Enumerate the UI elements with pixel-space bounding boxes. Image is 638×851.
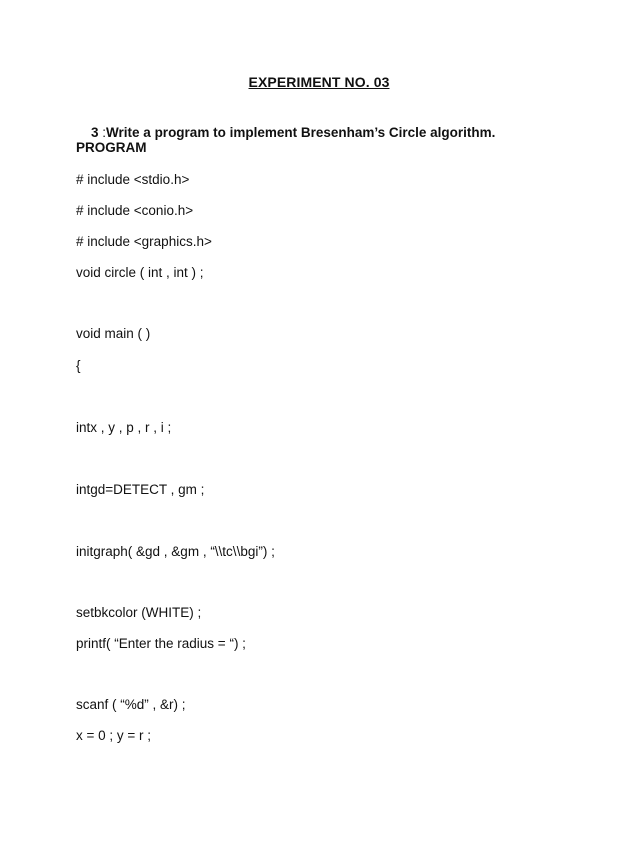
code-line: void circle ( int , int ) ; — [76, 265, 204, 280]
code-line: # include <graphics.h> — [76, 234, 212, 249]
experiment-title: EXPERIMENT NO. 03 — [248, 74, 390, 90]
question-colon: : — [98, 125, 107, 140]
code-line: intx , y , p , r , i ; — [76, 420, 172, 435]
code-line: initgraph( &gd , &gm , “\\tc\\bgi”) ; — [76, 544, 275, 559]
code-line: # include <conio.h> — [76, 203, 194, 218]
code-line: setbkcolor (WHITE) ; — [76, 605, 202, 620]
code-line: scanf ( “%d” , &r) ; — [76, 697, 186, 712]
code-line: void main ( ) — [76, 326, 151, 341]
code-line: { — [76, 358, 81, 373]
code-line: intgd=DETECT , gm ; — [76, 482, 205, 497]
question-text: Write a program to implement Bresenham’s Circle algorithm. — [106, 125, 496, 140]
code-line: printf( “Enter the radius = “) ; — [76, 636, 246, 651]
section-label: PROGRAM — [76, 140, 147, 155]
question-number: 3 — [91, 125, 99, 140]
code-line: # include <stdio.h> — [76, 172, 190, 187]
code-line: x = 0 ; y = r ; — [76, 728, 152, 743]
